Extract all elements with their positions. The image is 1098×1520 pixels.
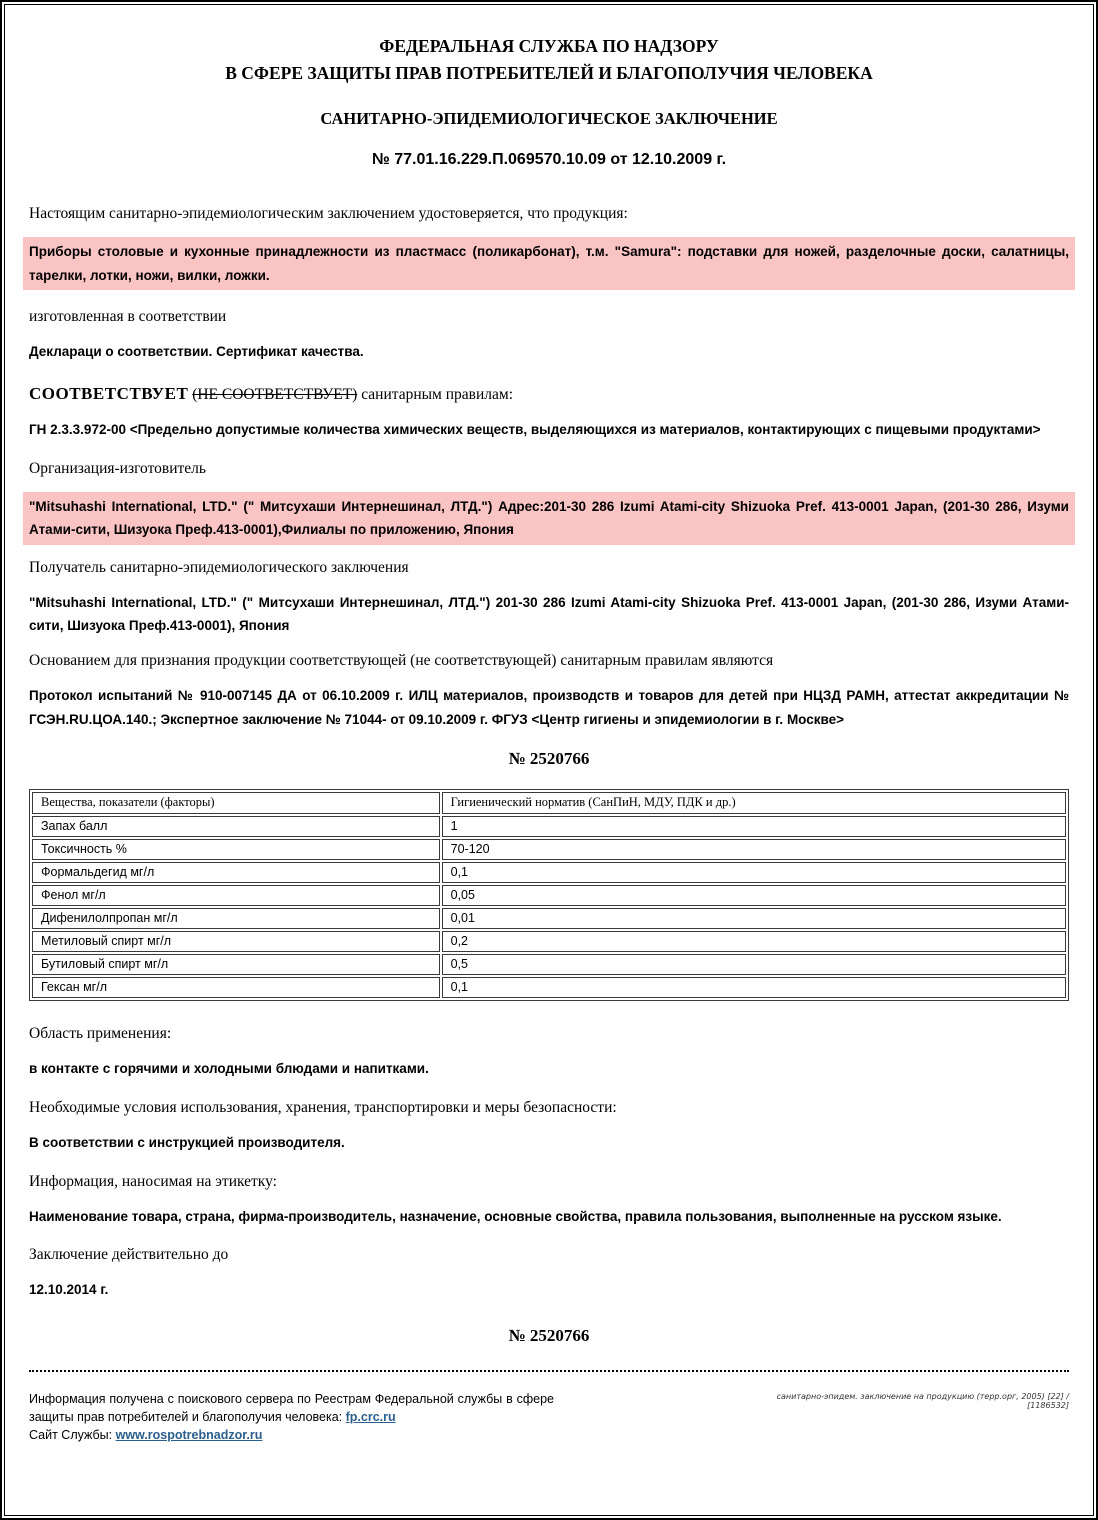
table-row [32,977,1066,998]
made-in-accordance-value: Деклараци о соответствии. Сертификат качества. [29,344,364,360]
substance-cell: Формальдегид мг/л [32,862,440,883]
not-conforms-word-struck: (НЕ СООТВЕТСТВУЕТ) [192,385,358,403]
conformity-statement [29,384,1069,404]
table-row [32,816,1066,837]
substance-cell: Токсичность % [32,839,440,860]
conditions-value: В соответствии с инструкцией производителя. [29,1134,345,1150]
registry-link[interactable]: fp.crc.ru [345,1409,396,1424]
norm-cell: 0,2 [442,931,1066,952]
valid-until-label: Заключение действительно до [29,1246,229,1264]
certificate-number-top: № 2520766 [508,749,590,769]
application-value: в контакте с горячими и холодными блюдами и напитками. [29,1061,429,1077]
certificate-number-bottom: № 2520766 [508,1325,590,1345]
norm-cell: 1 [442,816,1066,837]
recipient-value: "Mitsuhashi International, LTD." (" Митсухаши Интернешинал, ЛТД.") 201-30 286 Izumi Atami-city Shizuoka Pref. 413-0001 Japan, (201-30 286, Изуми Атами-сити, Шизуока Преф.413-0001), Япония [29,594,1069,634]
document-header [29,33,1069,169]
footer-site-line [29,1426,554,1444]
product-description: Приборы столовые и кухонные принадлежности из пластмасс (поликарбонат), т.м. "Samura": подставки для ножей, разделочные доски, салатницы, тарелки, лотки, ножи, вилки, ложки. [23,237,1075,290]
label-info-label: Информация, наносимая на этикетку: [29,1172,277,1190]
table-row [32,908,1066,929]
norm-cell: 0,5 [442,954,1066,975]
conforms-suffix: санитарным правилам: [361,385,513,403]
table-row [32,931,1066,952]
substances-table-head [32,792,1066,814]
norm-cell: 0,1 [442,977,1066,998]
basis-label: Основанием для признания продукции соответствующей (не соответствующей) санитарным правилам являются [29,652,774,669]
application-label: Область применения: [29,1025,172,1043]
table-row [32,862,1066,883]
made-in-accordance-label: изготовленная в соответствии [29,308,227,326]
footer-info-text: Информация получена с поискового сервера по Реестрам Федеральной службы в сфере защиты прав потребителей и благополучия человека: [29,1391,554,1424]
basis-value: Протокол испытаний № 910-007145 ДА от 06.10.2009 г. ИЛЦ материалов, производств и товаров для детей при НЦЗД РАМН, аттестат аккредитации № ГСЭН.RU.ЦОА.140.; Экспертное заключение № 71044- от 09.10.2009 г. ФГУЗ <Центр гигиены и эпидемиологии в г. Москве> [29,688,1069,727]
footer-source-note: санитарно-эпидем. заключение на продукцию (терр.орг, 2005) [22] / [1186532] [776,1391,1069,1410]
substance-cell: Бутиловый спирт мг/л [32,954,440,975]
norm-cell: 0,1 [442,862,1066,883]
label-info-value: Наименование товара, страна, фирма-производитель, назначение, основные свойства, правила пользования, выполненные на русском языке. [29,1208,1002,1224]
agency-title-line1: ФЕДЕРАЛЬНАЯ СЛУЖБА ПО НАДЗОРУ [379,36,719,56]
table-row [32,885,1066,906]
document-page-inner-frame [4,4,1094,1516]
table-header-row [32,792,1066,814]
certify-intro: Настоящим санитарно-эпидемиологическим заключением удостоверяется, что продукция: [29,205,628,222]
conditions-label: Необходимые условия использования, хранения, транспортировки и меры безопасности: [29,1098,617,1116]
norm-cell: 0,01 [442,908,1066,929]
document-number: № 77.01.16.229.П.069570.10.09 от 12.10.2009 г. [371,151,727,168]
agency-title-line2: В СФЕРЕ ЗАЩИТЫ ПРАВ ПОТРЕБИТЕЛЕЙ И БЛАГОПОЛУЧИЯ ЧЕЛОВЕКА [225,63,873,83]
footer-info-block [29,1390,554,1444]
column-header-substance: Вещества, показатели (факторы) [32,792,440,814]
norm-cell: 70-120 [442,839,1066,860]
substance-cell: Фенол мг/л [32,885,440,906]
service-site-link[interactable]: www.rospotrebnadzor.ru [115,1427,263,1442]
agency-title [29,33,1069,87]
column-header-norm: Гигиенический норматив (СанПиН, МДУ, ПДК и др.) [442,792,1066,814]
manufacturer-label: Организация-изготовитель [29,459,206,477]
footer-site-label: Сайт Службы: [29,1427,116,1442]
table-row [32,839,1066,860]
footer-divider [29,1370,1069,1372]
substance-cell: Дифенилолпропан мг/л [32,908,440,929]
substance-cell: Запах балл [32,816,440,837]
footer [29,1390,1069,1444]
document-type-title: САНИТАРНО-ЭПИДЕМИОЛОГИЧЕСКОЕ ЗАКЛЮЧЕНИЕ [320,109,778,128]
substance-cell: Метиловый спирт мг/л [32,931,440,952]
sanitary-rules-reference: ГН 2.3.3.972-00 <Предельно допустимые количества химических веществ, выделяющихся из материалов, контактирующих с пищевыми продуктами> [29,421,1041,437]
norm-cell: 0,05 [442,885,1066,906]
table-row [32,954,1066,975]
substance-cell: Гексан мг/л [32,977,440,998]
valid-until-value: 12.10.2014 г. [29,1282,109,1298]
conforms-word: СООТВЕТСТВУЕТ [29,383,189,403]
recipient-label: Получатель санитарно-эпидемиологического заключения [29,558,409,576]
manufacturer-value: "Mitsuhashi International, LTD." (" Митсухаши Интернешинал, ЛТД.") Адрес:201-30 286 Izumi Atami-city Shizuoka Pref. 413-0001 Japan, (201-30 286, Изуми Атами-сити, Шизуока Преф.413-0001),Филиалы по приложению, Япония [23,492,1075,545]
substances-table [29,789,1069,1001]
substances-table-body [32,816,1066,998]
